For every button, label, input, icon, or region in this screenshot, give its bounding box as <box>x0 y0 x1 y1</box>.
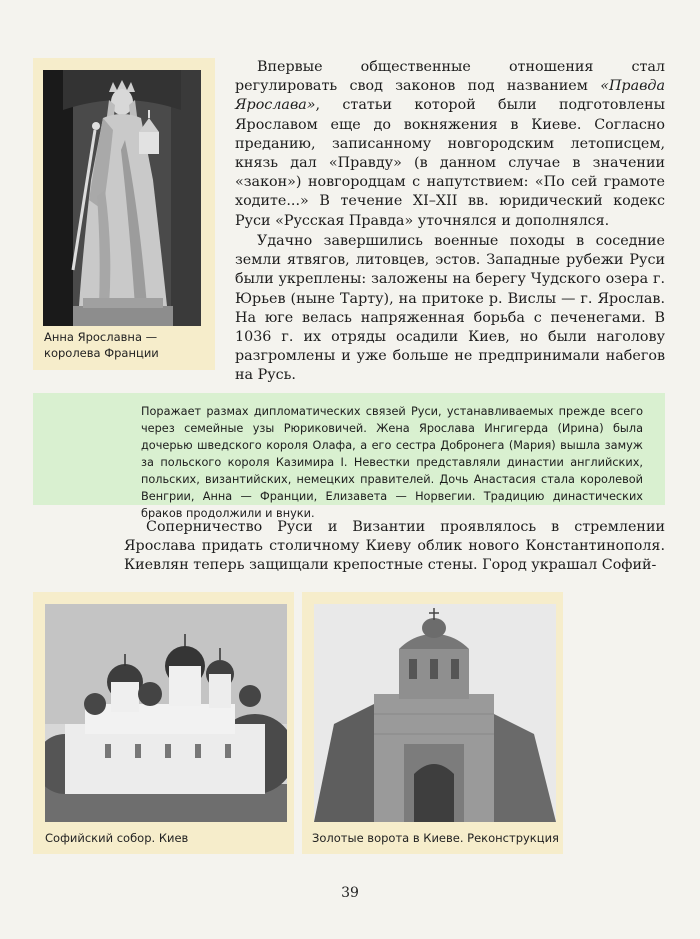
paragraph-campaigns <box>235 232 665 386</box>
sofia-caption: Софийский собор. Киев <box>45 831 189 845</box>
gate-caption: Золотые ворота в Киеве. Реконструкция <box>312 831 559 845</box>
paragraph-pravda <box>235 58 665 231</box>
page-number: 39 <box>341 885 359 901</box>
figure-golden-gate <box>302 592 563 854</box>
anna-caption <box>44 329 214 363</box>
sofia-cathedral-photo <box>45 604 287 822</box>
diplomacy-note-text: Поражает размах дипломатических связей Руси, устанавливаемых прежде всего через семейные узы Рюриковичей. Жена Ярослава Ингигерда (Ирина) была дочерью шведского короля Олафа, а его сестра Добронега (Мария) вышла замуж за польского короля Казимира I. Невестки представляли династии английских, польских, византийских, немецких правителей. Дочь Анастасия стала королевой Венгрии, Анна — Франции, Елизавета — Норвегии. Традицию династических браков продолжили и внуки. <box>141 405 643 520</box>
paragraph-rivalry-text: Соперничество Руси и Византии проявлялось в стремлении Ярослава придать столичному Киеву облик нового Константинополя. Киевлян теперь защищали крепостные стены. Город украшал Софий- <box>124 519 665 574</box>
golden-gate-photo <box>314 604 556 822</box>
anna-statue-photo <box>43 70 201 326</box>
anna-caption-line-1: Анна Ярославна — <box>44 330 158 344</box>
paragraph-campaigns-text: Удачно завершились военные походы в соседние земли ятвягов, литовцев, эстов. Западные рубежи Руси были укреплены: заложены на берегу Чудского озера г. Юрьев (ныне Тарту), на притоке р. Вислы — г. Ярослав. На юге велась напряженная борьба с печенегами. В 1036 г. их отряды осадили Киев, но были наголову разгромлены и уже больше не предпринимали набегов на Русь. <box>235 233 665 384</box>
paragraph-pravda-text <box>235 58 665 231</box>
figure-anna-yaroslavna <box>33 58 215 370</box>
paragraph-rivalry <box>124 518 665 576</box>
figure-sofia-cathedral <box>33 592 294 854</box>
diplomacy-note-box <box>33 393 665 520</box>
pravda-title: «Правда Ярослава» <box>235 78 665 114</box>
anna-caption-line-2: королева Франции <box>44 346 159 360</box>
paragraph-pravda-before: Впервые общественные отношения стал регулировать свод законов под названием <box>235 59 665 95</box>
paragraph-pravda-after: , статьи которой были подготовлены Ярославом еще до вокняжения в Киеве. Согласно преданию, записанному новгородским летописцем, князь дал «Правду» (в данном случае в значении «закон») новгородцам с напутствием: «По сей грамоте ходите...» В течение XI–XII вв. юридический кодекс Руси «Русская Правда» уточнялся и дополнялся. <box>235 97 665 229</box>
